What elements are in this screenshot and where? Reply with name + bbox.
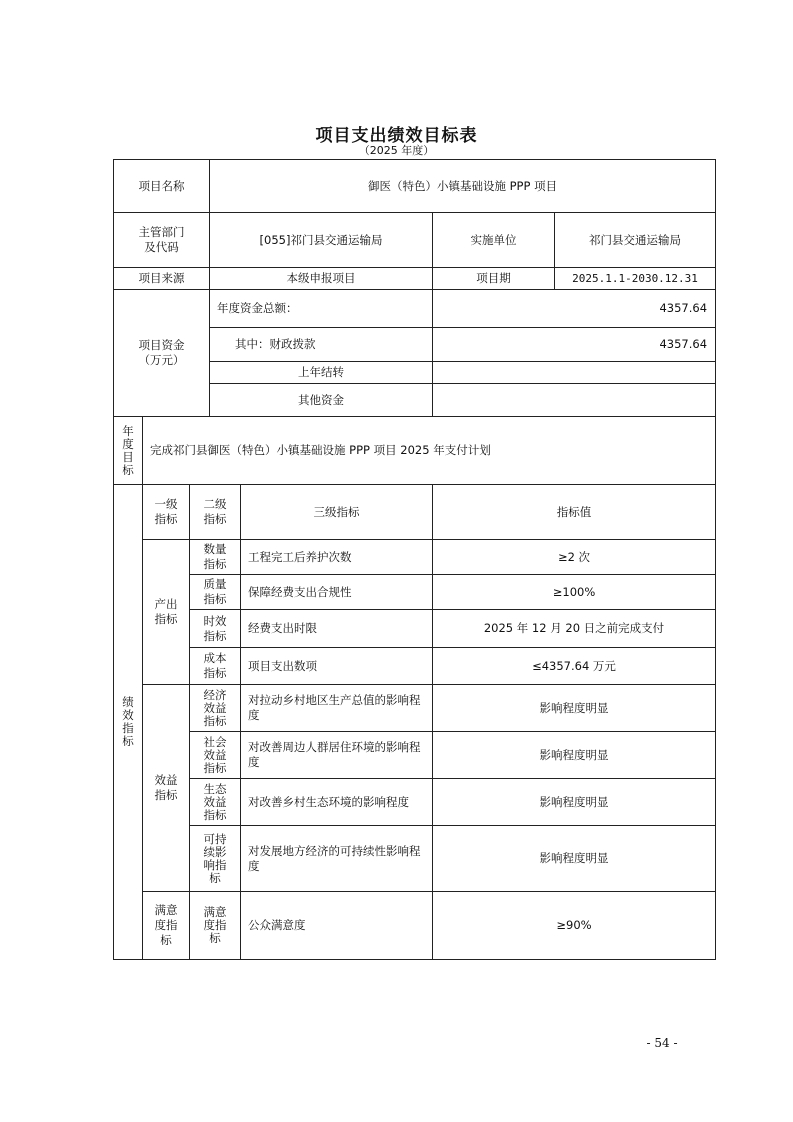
satisfaction-label: 满意 度指 标 — [143, 892, 190, 960]
funds-total-value: 4357.64 — [433, 290, 716, 328]
funds-fiscal-value: 4357.64 — [433, 328, 716, 362]
annual-goal-label: 年 度 目 标 — [114, 417, 143, 485]
benefit-value: 影响程度明显 — [433, 826, 716, 892]
funds-other-value — [433, 384, 716, 417]
satisfaction-l3: 公众满意度 — [241, 892, 433, 960]
output-l2: 成本 指标 — [190, 648, 241, 685]
benefit-value: 影响程度明显 — [433, 685, 716, 732]
header-level3: 三级指标 — [241, 485, 433, 540]
benefit-l3: 对改善乡村生态环境的影响程度 — [241, 779, 433, 826]
page-title: 项目支出绩效目标表 — [315, 126, 478, 146]
output-l2: 时效 指标 — [190, 610, 241, 648]
impl-value: 祁门县交通运输局 — [555, 213, 716, 268]
table-row — [114, 575, 716, 610]
table-row — [114, 892, 716, 960]
funds-fiscal-label: 其中：财政拨款 — [210, 328, 433, 362]
table-row — [114, 826, 716, 892]
table-row — [114, 213, 716, 268]
funds-carryover-value — [433, 362, 716, 384]
funds-total-label: 年度资金总额： — [210, 290, 433, 328]
output-value: 2025 年 12 月 20 日之前完成支付 — [433, 610, 716, 648]
satisfaction-value: ≥90% — [433, 892, 716, 960]
header-value: 指标值 — [433, 485, 716, 540]
header-level2: 二级 指标 — [190, 485, 241, 540]
table-row — [114, 485, 716, 540]
perf-label: 绩 效 指 标 — [114, 485, 143, 960]
table-row — [114, 290, 716, 328]
period-label: 项目期 — [433, 268, 555, 290]
annual-goal-text: 完成祁门县御医（特色）小镇基础设施 PPP 项目 2025 年支付计划 — [143, 417, 716, 485]
benefit-l3: 对改善周边人群居住环境的影响程度 — [241, 732, 433, 779]
table-row — [114, 779, 716, 826]
output-value: ≥2 次 — [433, 540, 716, 575]
funds-carryover-label: 上年结转 — [210, 362, 433, 384]
performance-table — [113, 159, 716, 960]
benefit-value: 影响程度明显 — [433, 779, 716, 826]
benefit-l2: 可持 续影 响指 标 — [190, 826, 241, 892]
table-row — [114, 540, 716, 575]
output-value: ≥100% — [433, 575, 716, 610]
table-row — [114, 732, 716, 779]
dept-label: 主管部门 及代码 — [114, 213, 210, 268]
benefit-l3: 对发展地方经济的可持续性影响程度 — [241, 826, 433, 892]
funds-label: 项目资金 （万元） — [114, 290, 210, 417]
output-l3: 保障经费支出合规性 — [241, 575, 433, 610]
benefit-label: 效益 指标 — [143, 685, 190, 892]
page-number: - 54 - — [646, 1036, 678, 1050]
funds-other-label: 其他资金 — [210, 384, 433, 417]
source-value: 本级申报项目 — [210, 268, 433, 290]
table-row — [114, 417, 716, 485]
output-l3: 工程完工后养护次数 — [241, 540, 433, 575]
table-row — [114, 685, 716, 732]
output-l3: 经费支出时限 — [241, 610, 433, 648]
table-row — [114, 610, 716, 648]
impl-label: 实施单位 — [433, 213, 555, 268]
benefit-value: 影响程度明显 — [433, 732, 716, 779]
source-label: 项目来源 — [114, 268, 210, 290]
output-l2: 数量 指标 — [190, 540, 241, 575]
benefit-l2: 社会 效益 指标 — [190, 732, 241, 779]
output-value: ≤4357.64 万元 — [433, 648, 716, 685]
output-label: 产出 指标 — [143, 540, 190, 685]
period-value: 2025.1.1-2030.12.31 — [555, 268, 716, 290]
satisfaction-l2: 满意 度指 标 — [190, 892, 241, 960]
benefit-l3: 对拉动乡村地区生产总值的影响程度 — [241, 685, 433, 732]
table-row — [114, 160, 716, 213]
table-row — [114, 648, 716, 685]
benefit-l2: 生态 效益 指标 — [190, 779, 241, 826]
header-level1: 一级 指标 — [143, 485, 190, 540]
dept-value: [055]祁门县交通运输局 — [210, 213, 433, 268]
output-l3: 项目支出数项 — [241, 648, 433, 685]
page-subtitle: （2025 年度） — [358, 144, 435, 157]
output-l2: 质量 指标 — [190, 575, 241, 610]
project-name-value: 御医（特色）小镇基础设施 PPP 项目 — [210, 160, 716, 213]
project-name-label: 项目名称 — [114, 160, 210, 213]
table-row — [114, 268, 716, 290]
benefit-l2: 经济 效益 指标 — [190, 685, 241, 732]
